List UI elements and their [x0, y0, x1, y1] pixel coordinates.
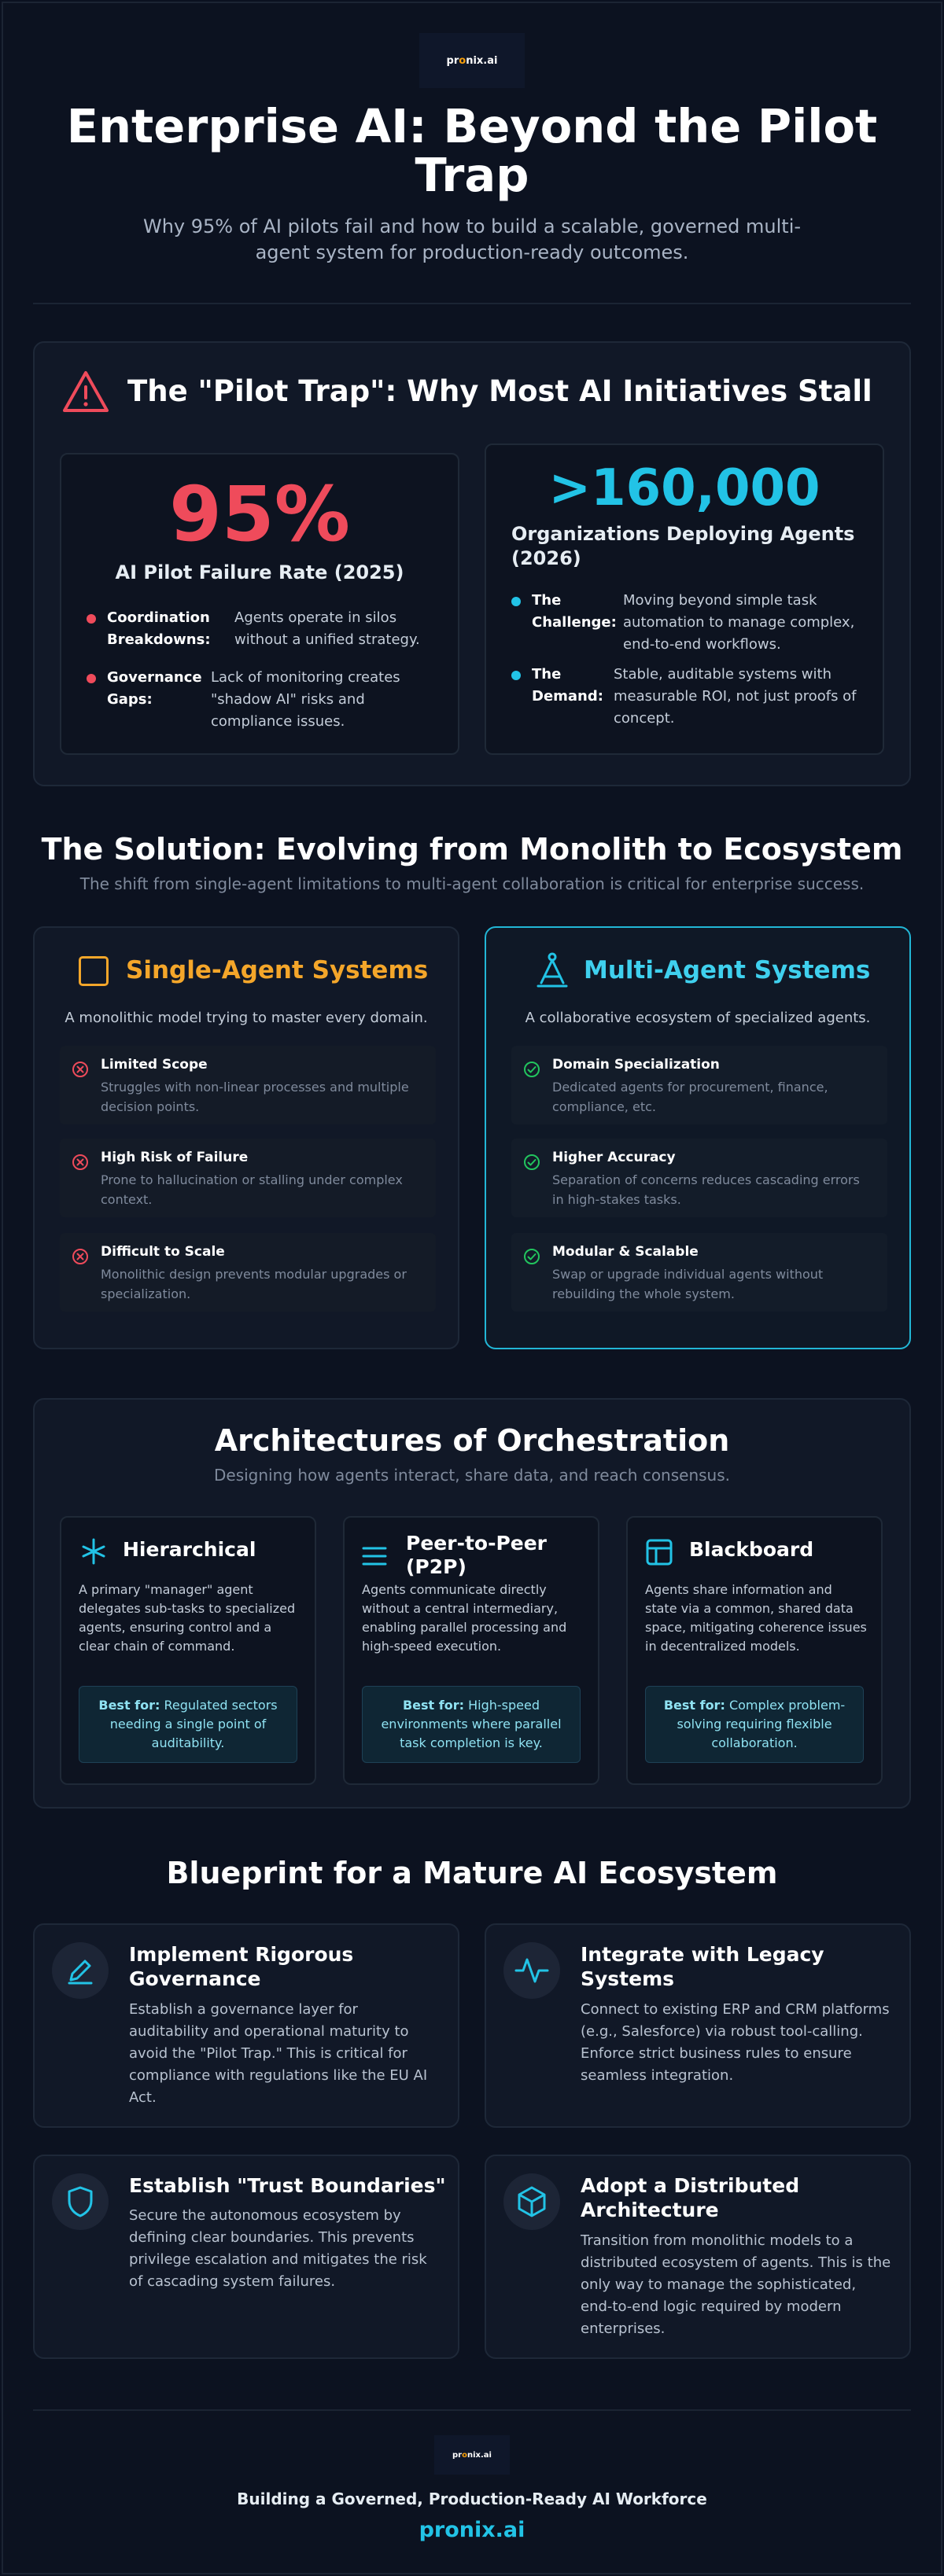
blueprint-card-trust: Establish "Trust Boundaries" Secure the autonomous ecosystem by defining clear boundaries. This prevents privilege escalation and mitigates the risk of cascading system failures. [33, 2155, 459, 2359]
best-for-box: Best for: Regulated sectors needing a single point of auditability. [79, 1686, 297, 1763]
failure-rate-label: AI Pilot Failure Rate (2025) [115, 561, 404, 583]
square-icon [79, 956, 109, 986]
pen-icon [52, 1942, 109, 1999]
arch-card-hierarchical: Hierarchical A primary "manager" agent delegates sub-tasks to specialized agents, ensuring control and a clear chain of command. Best for: Regulated sectors needing a single point of auditability. [60, 1516, 316, 1785]
x-circle-icon [71, 1247, 90, 1266]
deploying-orgs-label: Organizations Deploying Agents (2026) [511, 523, 855, 569]
footer-logo: pronix.ai [434, 2435, 510, 2475]
list-item: The Challenge: Moving beyond simple task automation to manage complex, end-to-end workflows. [511, 590, 870, 656]
list-item: The Demand: Stable, auditable systems with measurable ROI, not just proofs of concept. [511, 664, 870, 730]
x-circle-icon [71, 1153, 90, 1172]
bullet-dot [511, 597, 521, 606]
bullet-dot [87, 614, 96, 624]
check-circle-icon [522, 1247, 541, 1266]
arch-card-blackboard: Blackboard Agents share information and state via a common, shared data space, mitigating coherence issues in decentralized models. Best for: Complex problem-solving requiring flexible collaboration. [626, 1516, 883, 1785]
solution-subtitle: The shift from single-agent limitations to multi-agent collaboration is critical for enterprise success. [79, 874, 865, 893]
arch-card-p2p: Peer-to-Peer (P2P) Agents communicate directly without a central intermediary, enabling parallel processing and high-speed execution. Best for: High-speed environments where parallel task completion is key. [343, 1516, 599, 1785]
failure-rate-card [60, 453, 459, 755]
check-circle-icon [522, 1060, 541, 1079]
multi-agent-desc: A collaborative ecosystem of specialized agents. [525, 1010, 871, 1026]
header-logo: pronix.ai [419, 33, 525, 88]
blueprint-card-legacy: Integrate with Legacy Systems Connect to existing ERP and CRM platforms (e.g., Salesforce) via robust tool-calling. Enforce strict business rules to ensure seamless integration. [485, 1923, 911, 2128]
layout-board-icon [645, 1538, 673, 1566]
x-circle-icon [71, 1060, 90, 1079]
blueprint-card-distributed: Adopt a Distributed Architecture Transition from monolithic models to a distributed ecosystem of agents. This is the only way to manage the sophisticated, end-to-end logic required by modern enterprises. [485, 2155, 911, 2359]
pilot-trap-heading: The "Pilot Trap": Why Most AI Initiatives Stall [127, 374, 872, 408]
blueprint-card-governance: Implement Rigorous Governance Establish a governance layer for auditability and operational maturity to avoid the "Pilot Trap." This is critical for compliance with regulations like the EU AI Act. [33, 1923, 459, 2128]
menu-lines-icon [362, 1546, 387, 1566]
page-subtitle: Why 95% of AI pilots fail and how to build a scalable, governed multi-agent system for production-ready outcomes. [142, 215, 802, 263]
bullet-dot [511, 671, 521, 680]
shield-icon [52, 2173, 109, 2230]
best-for-box: Best for: High-speed environments where parallel task completion is key. [362, 1686, 581, 1763]
cube-icon [503, 2173, 560, 2230]
network-icon [535, 951, 570, 989]
hierarchy-icon [79, 1536, 109, 1566]
page-title: Enterprise AI: Beyond the Pilot Trap [66, 99, 878, 202]
single-agent-card [33, 926, 459, 1349]
list-item: Governance Gaps: Lack of monitoring creates "shadow AI" risks and compliance issues. [87, 667, 441, 733]
best-for-box: Best for: Complex problem-solving requiring flexible collaboration. [645, 1686, 864, 1763]
list-item: Modular & Scalable Swap or upgrade individual agents without rebuilding the whole system. [511, 1233, 887, 1312]
single-agent-title: Single-Agent Systems [126, 956, 429, 984]
blueprint-title: Blueprint for a Mature AI Ecosystem [166, 1856, 778, 1890]
warning-triangle-icon [61, 370, 110, 415]
activity-icon [503, 1942, 560, 1999]
list-item: Higher Accuracy Separation of concerns reduces cascading errors in high-stakes tasks. [511, 1139, 887, 1217]
multi-agent-card [485, 926, 911, 1349]
list-item: Domain Specialization Dedicated agents for procurement, finance, compliance, etc. [511, 1046, 887, 1124]
divider [33, 2409, 911, 2411]
single-agent-desc: A monolithic model trying to master every domain. [65, 1010, 428, 1026]
deploying-orgs-card [485, 443, 884, 755]
solution-title: The Solution: Evolving from Monolith to Ecosystem [41, 832, 903, 867]
list-item: High Risk of Failure Prone to hallucination or stalling under complex context. [60, 1139, 436, 1217]
bullet-dot [87, 674, 96, 683]
list-item: Coordination Breakdowns: Agents operate in silos without a unified strategy. [87, 607, 441, 651]
architectures-title: Architectures of Orchestration [214, 1423, 730, 1458]
architectures-subtitle: Designing how agents interact, share data, and reach consensus. [213, 1466, 731, 1485]
divider [33, 303, 911, 304]
check-circle-icon [522, 1153, 541, 1172]
footer-tagline: Building a Governed, Production-Ready AI Workforce [237, 2490, 707, 2508]
deploying-orgs-stat: >160,000 [548, 459, 820, 517]
failure-rate-stat: 95% [169, 470, 350, 558]
multi-agent-title: Multi-Agent Systems [584, 956, 871, 984]
list-item: Limited Scope Struggles with non-linear processes and multiple decision points. [60, 1046, 436, 1124]
architectures-section [33, 1398, 911, 1809]
pilot-trap-section [33, 341, 911, 786]
footer-brand: pronix.ai [419, 2518, 525, 2542]
list-item: Difficult to Scale Monolithic design prevents modular upgrades or specialization. [60, 1233, 436, 1312]
